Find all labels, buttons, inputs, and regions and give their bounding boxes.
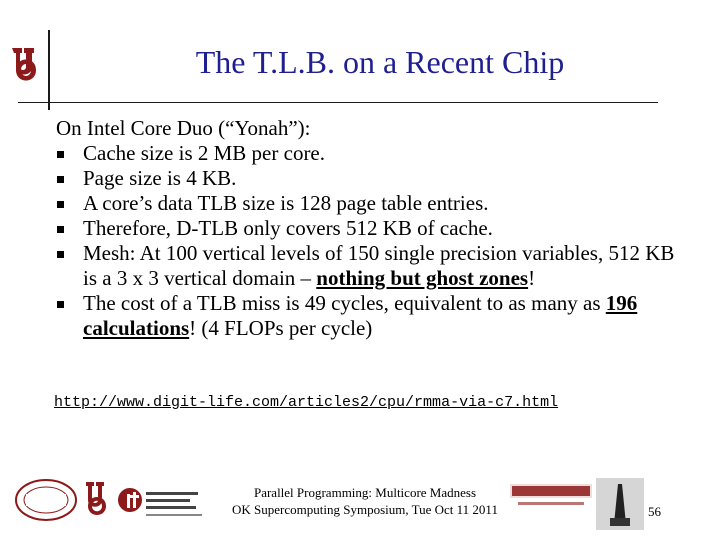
bullet-item: The cost of a TLB miss is 49 cycles, equivalent to as many as 196 calculations! (4 FLOPs per cycle) — [56, 291, 676, 341]
reference-link[interactable]: http://www.digit-life.com/articles2/cpu/rmma-via-c7.html — [54, 394, 559, 411]
bullet-item: A core’s data TLB size is 128 page table entries. — [56, 191, 676, 216]
vertical-divider — [48, 30, 50, 110]
square-bullet-icon — [57, 176, 64, 183]
earlham-college-logo-icon — [510, 480, 592, 514]
ou-footer-logo-icon — [86, 482, 106, 515]
ou-it-logo-icon — [118, 488, 202, 516]
square-bullet-icon — [57, 201, 64, 208]
bullet-list — [56, 141, 676, 341]
horizontal-divider — [18, 102, 658, 103]
footer-line-1: Parallel Programming: Multicore Madness — [253, 485, 477, 500]
bullet-item: Page size is 4 KB. — [56, 166, 676, 191]
slide-body — [56, 116, 676, 341]
emphasis-ghost-zones: nothing but ghost zones — [316, 266, 529, 290]
oscer-logo-icon — [16, 480, 76, 520]
bullet-item: Therefore, D-TLB only covers 512 KB of cache. — [56, 216, 676, 241]
footer-line-2: OK Supercomputing Symposium, Tue Oct 11 2011 — [232, 502, 498, 517]
bullet-item: Cache size is 2 MB per core. — [56, 141, 676, 166]
bullet-item: Mesh: At 100 vertical levels of 150 single precision variables, 512 KB is a 3 x 3 vertical domain – nothing but ghost zones! — [56, 241, 676, 291]
intro-line: On Intel Core Duo (“Yonah”): — [56, 116, 311, 140]
footer-logos — [12, 474, 212, 530]
footer-text — [212, 484, 518, 518]
ou-logo-icon — [8, 46, 44, 90]
page-number: 56 — [648, 504, 661, 519]
emphasis-calculations: 196 calculations — [83, 291, 638, 340]
building-tower-icon — [596, 478, 644, 530]
square-bullet-icon — [57, 301, 64, 308]
square-bullet-icon — [57, 251, 64, 258]
square-bullet-icon — [57, 151, 64, 158]
square-bullet-icon — [57, 226, 64, 233]
slide-title: The T.L.B. on a Recent Chip — [195, 44, 565, 80]
